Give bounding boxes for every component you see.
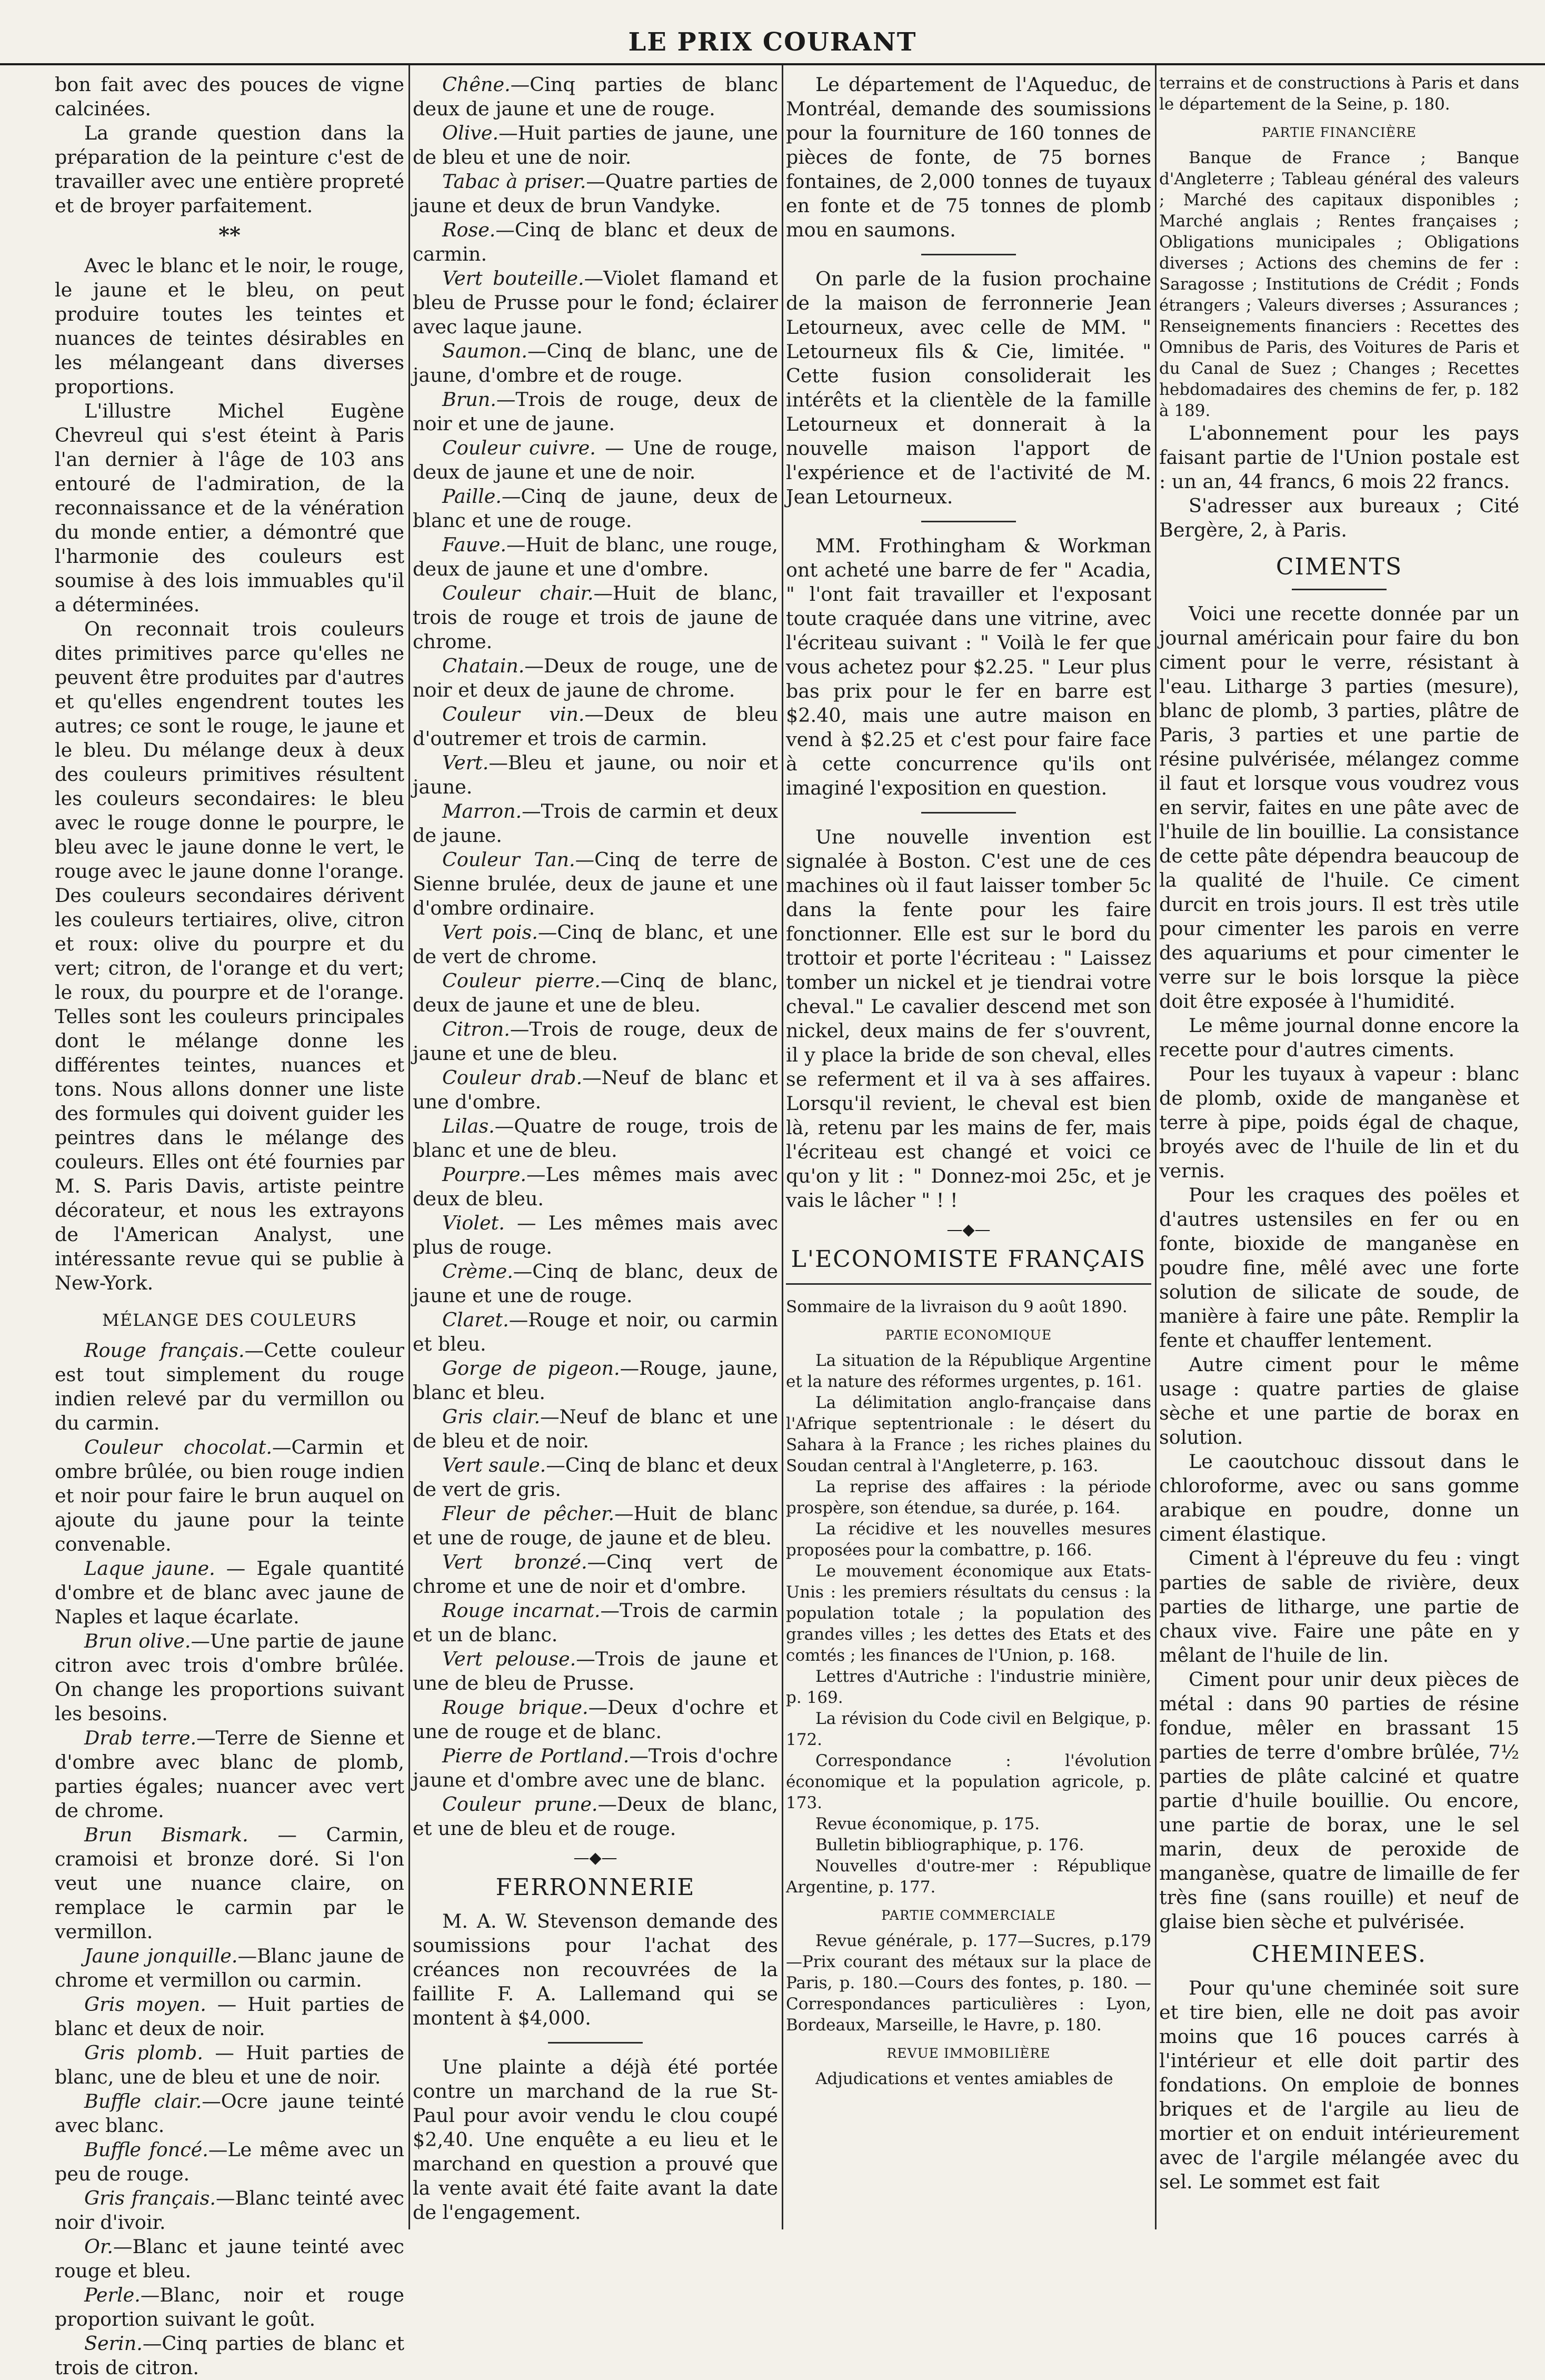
recipe-entry [413,484,778,533]
recipe-entry [413,121,778,170]
recipe-color-name: Brun olive. [84,1630,191,1652]
summary-item: La situation de la République Argentine et la nature des réformes urgentes, p. 161. [786,1351,1151,1391]
recipe-text: —Cinq de blanc, deux de jaune et une de bleu. [413,969,779,1016]
recipe-text: —Huit de blanc, une rouge, deux de jaune et une d'ombre. [413,533,778,580]
recipe-color-name: Marron. [442,800,522,822]
recipe-entry [413,799,778,848]
divider [921,812,1016,814]
recipe-color-name: Vert. [442,751,489,774]
summary-item: La délimitation anglo-française dans l'Afrique septentrionale : le désert du Sahara à la France ; les riches plaines du Soudan central à l'Angleterre, p. 163. [786,1393,1151,1475]
recipe-color-name: Gris moyen. [84,1993,206,2016]
recipe-color-name: Gris plomb. [84,2041,203,2064]
recipe-color-name: Rose. [442,219,496,241]
paragraph: MM. Frothingham & Workman ont acheté une barre de fer " Acadia, " l'ont fait travailler et l'exposant toute craquée dans une vitrine, avec l'écriteau suivant : " Voilà le fer que vous achetez pour $2.25. " Leur plus bas prix pour le fer en barre est $2.40, mais une autre maison en vend à $2.25 et c'est pour faire face à cette concurrence qu'ils ont imaginé l'exposition en question. [786,534,1151,799]
recipe-entry [55,2283,404,2332]
summary-line: terrains et de constructions à Paris et dans le département de la Seine, p. 180. [1159,74,1519,114]
recipe-text: —Les mêmes mais avec deux de bleu. [413,1163,778,1210]
recipe-color-name: Brun. [442,388,496,411]
summary-item: Revue économique, p. 175. [815,1814,1040,1833]
recipe-text: —Huit parties de jaune, une de bleu et une de noir. [413,122,778,168]
recipe-text: —Rouge, jaune, blanc et bleu. [413,1357,778,1404]
recipe-text: —Une partie de jaune citron avec trois d'ombre brûlée. On change les proportions suivant les besoins. [55,1630,404,1725]
recipe-entry [413,1550,778,1599]
recipe-text: —Deux d'ochre et une de rouge et de blanc. [413,1696,778,1743]
recipe-color-name: Serin. [84,2332,143,2355]
recipe-entry [55,2332,404,2380]
recipe-entry [413,1114,778,1163]
recipe-text: —Blanc et jaune teinté avec rouge et bleu. [55,2235,404,2282]
summary-item: La récidive et les nouvelles mesures proposées pour la combattre, p. 166. [786,1520,1151,1560]
recipe-color-name: Fleur de pêcher. [442,1502,615,1525]
recipe-entry [55,1944,404,1992]
summary-item: La révision du Code civil en Belgique, p. 172. [786,1709,1151,1749]
summary-item: Bulletin bibliographique, p. 176. [815,1836,1084,1855]
recipe-entry [55,2138,404,2186]
recipe-color-name: Jaune jonquille. [84,1945,238,1967]
recipe-text: —Cette couleur est tout simplement du rouge indien relevé par du vermillon ou du carmin. [55,1339,404,1434]
paragraph: On parle de la fusion prochaine de la maison de ferronnerie Jean Letourneux, avec celle de MM. " Letourneux fils & Cie, limitée. " Cette fusion consoliderait les intérêts et la clientèle de la famille Letourneux et donnerait à la nouvelle maison l'apport de l'expérience et de l'activité de M. Jean Letourneux. [786,267,1151,508]
recipe-color-name: Couleur prune. [442,1793,598,1816]
recipe-text: —Quatre de rouge, trois de blanc et une de bleu. [413,1115,778,1162]
section-stars: ** [218,223,241,247]
recipe-text: — Egale quantité d'ombre et de blanc avec jaune de Naples et laque écarlate. [55,1557,404,1628]
recipe-entry [55,1726,404,1823]
recipe-entry [55,1435,404,1556]
recipe-color-name: Fauve. [442,533,506,556]
recipe-text: —Cinq de terre de Sienne brulée, deux de jaune et une d'ombre ordinaire. [413,848,779,919]
recipe-text: —Deux de bleu d'outremer et trois de carmin. [413,703,778,750]
recipe-color-name: Vert bouteille. [442,267,584,290]
recipe-color-name: Tabac à priser. [442,170,586,193]
recipe-color-name: Brun Bismark. [84,1823,248,1846]
recipe-text: — Carmin, cramoisi et bronze doré. Si l'on veut une nuance claire, on remplace le carmin par le vermillon. [55,1823,404,1943]
paragraph: Pour qu'une cheminée soit sure et tire bien, elle ne doit pas avoir moins que 16 pouces carrés à l'intérieur et elle doit partir des fondations. On emploie de bonnes briques et de l'argile au lieu de mortier et on enduit intérieurement avec de l'argile mélangée avec du sel. Le sommet est fait [1159,1977,1519,2193]
recipe-text: —Huit de blanc et une de rouge, de jaune et de bleu. [413,1502,778,1549]
recipe-entry [413,1744,778,1792]
recipe-text: —Cinq vert de chrome et une de noir et d'ombre. [413,1551,778,1598]
recipe-entry [413,751,778,799]
column-3 [786,73,1151,2224]
recipe-color-name: Couleur chocolat. [84,1436,272,1459]
recipe-entry [55,1823,404,1944]
recipe-entry [413,1163,778,1211]
recipe-text: —Blanc jaune de chrome et vermillon ou carmin. [55,1945,404,1991]
recipe-entry [55,2186,404,2235]
column-rule [408,65,410,2229]
divider [786,1283,1151,1285]
column-2 [413,73,778,2224]
recipe-entry [55,1629,404,1726]
paragraph: Avec le blanc et le noir, le rouge, le jaune et le bleu, on peut produire toutes les teintes et nuances de teintes désirables en les mélangeant dans diverses proportions. [55,254,404,398]
recipe-text: —Cinq de blanc, et une de vert de chrome. [413,921,778,968]
recipe-color-name: Buffle clair. [84,2090,202,2113]
recipe-entry [413,1502,778,1550]
recipe-color-name: Couleur Tan. [442,848,575,871]
recipe-entry [55,2235,404,2283]
recipe-color-name: Rouge français. [84,1339,245,1362]
recipe-entry [413,436,778,484]
recipe-color-name: Gorge de pigeon. [442,1357,620,1380]
color-recipe-list [55,1338,404,2380]
recipe-color-name: Gris clair. [442,1405,541,1428]
recipe-text: —Cinq de jaune, deux de blanc et une de rouge. [413,485,778,532]
column-rule [782,65,783,2229]
summary-item: Revue générale, p. 177—Sucres, p.179—Prix courant des métaux sur la place de Paris, p. 180.—Cours des fontes, p. 180. — Correspondances particulières : Lyon, Bordeaux, Marseille, le Havre, p. 180. [786,1931,1151,2035]
recipe-text: —Violet flamand et bleu de Prusse pour le fond; éclairer avec laque jaune. [413,267,778,338]
paragraph: La grande question dans la préparation de la peinture c'est de travailler avec une entière propreté et de broyer parfaitement. [55,122,404,217]
summary-item: La reprise des affaires : la période prospère, son étendue, sa durée, p. 164. [786,1477,1151,1518]
divider [1292,589,1387,590]
recipe-color-name: Drab terre. [84,1727,197,1749]
recipe-text: —Neuf de blanc et une de bleu et de noir. [413,1405,778,1452]
recipe-entry [413,1453,778,1502]
recipe-text: —Huit de blanc, trois de rouge et trois de jaune de chrome. [413,582,778,653]
summary-item: Correspondance : l'évolution économique et la population agricole, p. 173. [786,1751,1151,1812]
page-title: LE PRIX COURANT [628,27,917,57]
recipe-text: —Terre de Sienne et d'ombre avec blanc de plomb, parties égales; nuancer avec vert de chrome. [55,1727,404,1822]
recipe-entry [413,73,778,121]
recipe-color-name: Saumon. [442,340,527,362]
paragraph: Une plainte a déjà été portée contre un marchand de la rue St-Paul pour avoir vendu le clou coupé $2,40. Une enquête a eu lieu et le marchand en question a prouvé que la vente avait été faite avant la date de l'engagement. [413,2056,778,2224]
recipe-text: —Cinq de blanc et deux de carmin. [413,219,778,265]
divider [548,2042,643,2044]
recipe-color-name: Vert pelouse. [442,1648,576,1670]
summary-item: Le mouvement économique aux Etats-Unis : les premiers résultats du census : la population totale ; la population des grandes villes ; les dettes des Etats et des comtés ; les finances de l'Union, p. 168. [786,1562,1151,1665]
summary-item: Adjudications et ventes amiables de [815,2069,1113,2088]
recipe-color-name: Buffle foncé. [84,2138,208,2161]
recipe-color-name: Lilas. [442,1115,495,1137]
paragraph: On reconnait trois couleurs dites primitives parce qu'elles ne peuvent être produites par d'autres et qu'elles engendrent toutes les autres; ce sont le rouge, le jaune et le bleu. Du mélange deux à deux des couleurs primitives résultent les couleurs secondaires: le bleu avec le rouge donne le pourpre, le bleu avec le jaune donne le vert, le rouge avec le jaune donne l'orange. Des couleurs secondaires dérivent les couleurs tertiaires, olive, citron et roux: olive du pourpre et du vert; citron, de l'orange et du vert; le roux, du pourpre et de l'orange. Telles sont les couleurs principales dont le mélange donne les différentes teintes, nuances et tons. Nous allons donner une liste des formules qui doivent guider les peintres dans le mélange des couleurs. Elles ont été fournies par M. S. Paris Davis, artiste peintre décorateur, et nous les extrayons de l'American Analyst, une intéressante revue qui se publie à New-York. [55,618,404,1294]
section-heading: FERRONNERIE [495,1874,695,1901]
summary-list [786,2068,1151,2089]
recipe-entry [413,581,778,654]
subsection-heading: PARTIE ECONOMIQUE [885,1327,1052,1343]
paragraph: Le département de l'Aqueduc, de Montréal, demande des soumissions pour la fourniture de 160 tonnes de pièces de fonte, de 75 bornes fontaines, de 2,000 tonnes de tuyaux en fonte et de 75 tonnes de plomb mou en saumons. [786,73,1151,241]
recipe-text: —Trois de rouge, deux de jaune et une de bleu. [413,1018,778,1065]
recipe-color-name: Chatain. [442,654,525,677]
column-4 [1159,73,1519,2224]
recipe-text: —Trois d'ochre jaune et d'ombre avec une de blanc. [413,1744,778,1791]
recipe-color-name: Rouge incarnat. [442,1599,601,1622]
recipe-color-name: Vert pois. [442,921,538,944]
column-rule [1155,65,1157,2229]
recipe-text: — Huit parties de blanc, une de bleu et une de noir. [55,2041,404,2088]
recipe-color-name: Couleur drab. [442,1066,583,1089]
recipe-text: —Carmin et ombre brûlée, ou bien rouge indien et noir pour faire le brun auquel on ajoute du jaune pour la teinte convenable. [55,1436,404,1555]
summary-item: Lettres d'Autriche : l'industrie minière, p. 169. [786,1667,1151,1707]
recipe-text: —Blanc teinté avec noir d'ivoir. [55,2187,404,2234]
recipe-color-name: Or. [84,2235,113,2258]
paragraph: Pour les craques des poëles et d'autres ustensiles en fer ou en fonte, bioxide de manganèse en poudre fine, mêlé avec une forte solution de silicate de soude, de manière à faire une pâte. Remplir la fente et chauffer lentement. [1159,1184,1519,1352]
recipe-color-name: Rouge brique. [442,1696,589,1719]
recipe-color-name: Crème. [442,1260,513,1283]
section-heading: MÉLANGE DES COULEURS [102,1310,357,1330]
recipe-text: —Blanc, noir et rouge proportion suivant le goût. [55,2284,404,2331]
paragraph: Pour les tuyaux à vapeur : blanc de plomb, oxide de manganèse et terre à pipe, poids égal de chaque, broyés avec de l'huile de lin et du vernis. [1159,1063,1519,1182]
recipe-color-name: Gris français. [84,2187,216,2209]
recipe-text: —Neuf de blanc et une d'ombre. [413,1066,778,1113]
recipe-entry [413,969,778,1017]
recipe-text: —Cinq parties de blanc et trois de citron. [55,2332,404,2379]
recipe-text: —Trois de carmin et deux de jaune. [413,800,778,847]
recipe-color-name: Olive. [442,122,499,144]
recipe-text: —Deux de blanc, et une de bleu et de rouge. [413,1793,778,1840]
recipe-color-name: Couleur cuivre. [442,437,596,459]
column-1 [55,73,405,2379]
recipe-entry [413,702,778,751]
recipe-color-name: Vert saule. [442,1454,546,1476]
recipe-entry [55,1992,404,2041]
recipe-text: — Les mêmes mais avec plus de rouge. [413,1212,778,1258]
recipe-entry [413,1695,778,1744]
recipe-text: —Ocre jaune teinté avec blanc. [55,2090,405,2137]
summary-line: Sommaire de la livraison du 9 août 1890. [786,1297,1128,1316]
recipe-entry [55,2089,404,2138]
recipe-color-name: Citron. [442,1018,510,1040]
recipe-entry [413,1599,778,1647]
recipe-text: —Deux de rouge, une de noir et deux de jaune de chrome. [413,654,778,701]
masthead [0,0,1545,65]
recipe-entry [413,1260,778,1308]
recipe-entry [413,1647,778,1695]
recipe-entry [413,920,778,969]
recipe-color-name: Couleur vin. [442,703,585,726]
recipe-color-name: Couleur chair. [442,582,594,604]
recipe-text: —Cinq de blanc, une de jaune, d'ombre et de rouge. [413,340,778,386]
paragraph: L'illustre Michel Eugène Chevreul qui s'est éteint à Paris l'an dernier à l'âge de 103 ans entouré de l'admiration, de la reconnaissance et de la vénération du monde entier, a démontré que l'harmonie des couleurs est soumise à des lois immuables qu'il a déterminées. [55,400,404,616]
recipe-text: —Bleu et jaune, ou noir et jaune. [413,751,778,798]
paragraph: Ciment pour unir deux pièces de métal : dans 90 parties de résine fondue, mêler en brassant 15 parties de terre d'ombre brûlée, 7½ parties de plâte calciné et quatre partie d'huile bouillie. Ou encore, une partie de borax, une le sel marin, deux de peroxide de manganèse, quatre de limaille de fer très fine (sans rouille) et neuf de glaise bien sèche et pulvérisée. [1159,1668,1519,1933]
paragraph: Autre ciment pour le même usage : quatre parties de glaise sèche et une partie de borax en solution. [1159,1353,1519,1449]
paragraph: S'adresser aux bureaux ; Cité Bergère, 2, à Paris. [1159,494,1519,541]
recipe-entry [413,266,778,339]
subsection-heading: PARTIE FINANCIÈRE [1261,125,1417,140]
recipe-entry [413,339,778,388]
recipe-text: — Une de rouge, deux de jaune et une de noir. [413,437,778,483]
recipe-entry [55,1556,404,1629]
recipe-entry [413,654,778,702]
recipe-color-name: Vert bronzé. [442,1551,587,1573]
recipe-entry [413,1211,778,1260]
recipe-entry [413,170,778,218]
recipe-entry [413,1405,778,1453]
divider [921,521,1016,522]
recipe-color-name: Paille. [442,485,502,508]
recipe-text: —Trois de jaune et une de bleu de Prusse. [413,1648,778,1694]
section-heading: CIMENTS [1275,553,1403,580]
summary-list [786,1930,1151,2036]
section-heading: L'ECONOMISTE FRANÇAIS [791,1246,1147,1273]
recipe-color-name: Perle. [84,2284,141,2306]
recipe-entry [413,388,778,436]
recipe-text: — Huit parties de blanc et deux de noir. [55,1993,405,2040]
recipe-text: —Cinq parties de blanc deux de jaune et une de rouge. [413,73,778,120]
recipe-entry [413,1066,778,1114]
paragraph: Une nouvelle invention est signalée à Boston. C'est une de ces machines où il faut laisser tomber 5c dans la fente pour les faire fonctionner. Elle est sur le bord du trottoir et porte l'écriteau : " Laissez tomber un nickel et je tiendrai votre cheval." Le cavalier descend met son nickel, deux mains de fer s'ouvrent, il y place la bride de son cheval, elles se referment et il va à ses affaires. Lorsqu'il revient, le cheval est bien là, retenu par les mains de fer, mais l'écriteau est changé et voici ce qu'on y lit : " Donnez-moi 25c, et je vais le lâcher " ! ! [786,826,1151,1212]
recipe-color-name: Pourpre. [442,1163,527,1186]
recipe-text: —Cinq de blanc et deux de vert de gris. [413,1454,778,1501]
recipe-text: —Cinq de blanc, deux de jaune et une de rouge. [413,1260,778,1307]
recipe-entry [413,1356,778,1405]
subsection-heading: PARTIE COMMERCIALE [881,1908,1056,1923]
recipe-color-name: Pierre de Portland. [442,1744,630,1767]
recipe-text: —Rouge et noir, ou carmin et bleu. [413,1308,778,1355]
recipe-color-name: Claret. [442,1308,509,1331]
paragraph: Le même journal donne encore la recette pour d'autres ciments. [1159,1014,1519,1061]
paragraph: Voici une recette donnée par un journal américain pour faire du bon ciment pour le verre, résistant à l'eau. Litharge 3 parties (mesure), blanc de plomb, 3 parties, plâtre de Paris, 3 parties et une partie de résine pulvérisée, mélangez comme il faut et lorsque vous voudrez vous en servir, faites en une pâte avec de l'huile de lin bouillie. La consistance de cette pâte dépendra beaucoup de la qualité de l'huile. Ce ciment durcit en trois jours. Il est très utile pour cimenter les parois en verre des aquariums et pour cimenter le verre sur le bois lorsque la pièce doit être exposée à l'humidité. [1159,602,1519,1013]
recipe-entry [55,2041,404,2089]
recipe-text: —Trois de carmin et un de blanc. [413,1599,778,1646]
recipe-entry [413,848,778,920]
recipe-entry [55,1338,404,1435]
color-recipe-list [413,73,778,1841]
paragraph: M. A. W. Stevenson demande des soumissions pour l'achat des créances non recouvrées de la faillite F. A. Lallemand qui se montent à $4,000. [413,1910,778,2029]
ornament-divider: —◆— [573,1849,617,1867]
summary-line: Banque de France ; Banque d'Angleterre ; Tableau général des valeurs ; Marché des capitaux disponibles ; Marché anglais ; Rentes françaises ; Obligations municipales ; Obligations diverses ; Actions des chemins de fer : Saragosse ; Institutions de Crédit ; Fonds étrangers ; Valeurs diverses ; Assurances ; Renseignements financiers : Recettes des Omnibus de Paris, des Voitures de Paris et du Canal de Suez ; Changes ; Recettes hebdomadaires des chemins de fer, p. 182 à 189. [1159,148,1519,420]
recipe-color-name: Laque jaune. [84,1557,215,1580]
paragraph: L'abonnement pour les pays faisant partie de l'Union postale est : un an, 44 francs, 6 mois 22 francs. [1159,422,1519,493]
paragraph: Ciment à l'épreuve du feu : vingt parties de sable de rivière, deux parties de litharge, une partie de chaux vive. Faire une pâte en y mêlant de l'huile de lin. [1159,1547,1519,1667]
recipe-entry [413,1017,778,1066]
recipe-text: —Trois de rouge, deux de noir et une de jaune. [413,388,778,435]
recipe-color-name: Couleur pierre. [442,969,601,992]
divider [921,254,1016,255]
recipe-text: —Quatre parties de jaune et deux de brun Vandyke. [413,170,778,217]
recipe-color-name: Violet. [442,1212,505,1234]
recipe-entry [413,533,778,581]
recipe-entry [413,1792,778,1841]
summary-item: Nouvelles d'outre-mer : République Argentine, p. 177. [786,1857,1151,1897]
recipe-text: —Le même avec un peu de rouge. [55,2138,405,2185]
recipe-color-name: Chêne. [442,73,511,96]
recipe-entry [413,218,778,266]
recipe-entry [413,1308,778,1356]
subsection-heading: REVUE IMMOBILIÈRE [886,2046,1051,2061]
summary-list [786,1350,1151,1898]
section-heading: CHEMINEES. [1252,1941,1427,1968]
ornament-divider: —◆— [946,1221,991,1239]
paragraph: bon fait avec des pouces de vigne calcinées. [55,73,404,120]
paragraph: Le caoutchouc dissout dans le chloroforme, avec ou sans gomme arabique en poudre, donne un ciment élastique. [1159,1450,1519,1545]
